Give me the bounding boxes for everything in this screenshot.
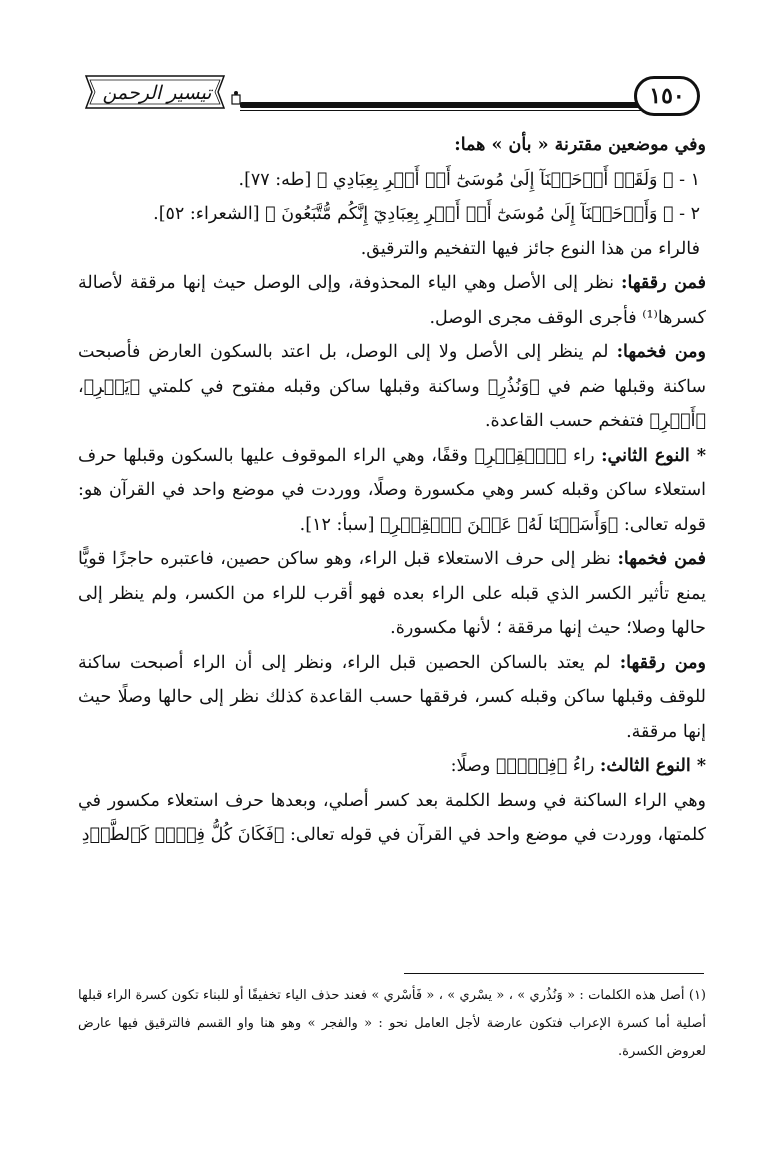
paragraph-2 (78, 335, 706, 439)
paragraph-1-label: فمن رققها: (621, 273, 706, 293)
verse-line-2: ٢ - ﴿ وَأَوۡحَيۡنَآ إِلَىٰ مُوسَىٰٓ أَنۡ أَسۡرِ بِعِبَادِيٓ إِنَّكُم مُّتَّبَعُونَ ﴾ [الشعراء: ٥٢]. (153, 204, 700, 224)
paragraph-6 (78, 749, 706, 784)
paragraph-1-text: نظر إلى الأصل وهي الياء المحذوفة، وإلى الوصل حيث إنها مرققة لأصالة كسرها⁽¹⁾ فأجرى الوقف مجرى الوصل. (78, 273, 706, 328)
footnote-divider (404, 973, 704, 974)
paragraph-4 (78, 542, 706, 646)
book-title: تيسير الرحمن (102, 82, 212, 104)
paragraph-3-label: * النوع الثاني: (601, 445, 706, 466)
body-text (78, 128, 706, 853)
paragraph-3 (78, 439, 706, 543)
paragraph-3-text: راء ﴿ٱلۡقِطۡرِ﴾ وقفًا، وهي الراء الموقوف عليها بالسكون وقبلها حرف استعلاء ساكن وقبله كسر وهي مكسورة وصلًا، ووردت في موضع واحد في القرآن هو: قوله تعالى: ﴿وَأَسَلۡنَا لَهُۥ عَيۡنَ ٱلۡقِطۡرِ﴾ [سبأ: ١٢]. (78, 445, 706, 535)
paragraph-4-label: فمن فخمها: (617, 549, 706, 569)
paragraph-2-label: ومن فخمها: (616, 342, 706, 362)
page-number: ١٥٠ (634, 76, 700, 116)
page-header (70, 62, 720, 122)
book-title-frame (80, 70, 230, 114)
footnote-1: (١) أصل هذه الكلمات : « وَنُذُري » ، « يسْري » ، « فَأسْري » فعند حذف الياء تخفيفًا أو للبناء تكون كسرة الراء قبلها أصلية أما كسرة الإعراب فتكون عارضة لأجل العامل نحو : « والفجر » وهو هنا واو القسم فالترقيق فيها عارض لعروض الكسرة. (78, 988, 706, 1059)
paragraph-5 (78, 646, 706, 750)
paragraph-6-label: * النوع الثالث: (599, 756, 706, 776)
verse-line-1: ١ - ﴿ وَلَقَدۡ أَوۡحَيۡنَآ إِلَىٰ مُوسَىٰٓ أَنۡ أَسۡرِ بِعِبَادِي ﴾ [طه: ٧٧]. (238, 169, 700, 190)
paragraph-2-text: لم ينظر إلى الأصل ولا إلى الوصل، بل اعتد بالسكون العارض فأصبحت ساكنة وقبلها ضم في ﴿وَنُذُرِ﴾ وساكنة وقبلها ساكن وقبله مفتوح في كلمتي ﴿يَسۡرِ﴾، ﴿أَسۡرِ﴾ فتفخم حسب القاعدة. (78, 342, 706, 431)
header-rule-thin (240, 110, 656, 111)
paragraph-1 (78, 266, 706, 335)
paragraph-6-text: راءُ ﴿فِرۡقٖ﴾ وصلًا: (450, 756, 600, 776)
footnotes (78, 982, 706, 1066)
paragraph-5-text: لم يعتد بالساكن الحصين قبل الراء، ونظر إلى أن الراء أصبحت ساكنة للوقف وقبلها ساكن وقبله كسر، فرققها حسب القاعدة كذلك نظر إلى حالها وصلًا حيث إنها مرققة. (78, 652, 706, 742)
paragraph-7: وهي الراء الساكنة في وسط الكلمة بعد كسر أصلي، وبعدها حرف استعلاء مكسور في كلمتها، ووردت في موضع واحد في القرآن في قوله تعالى: ﴿فَكَانَ كُلُّ فِرۡقٖ كَٱلطَّوۡدِ (78, 790, 706, 845)
header-rule (240, 102, 656, 108)
paragraph-4-text: نظر إلى حرف الاستعلاء قبل الراء، وهو ساكن حصين، فاعتبره حاجزًا قويًّا يمنع تأثير الكسر الذي قبله على الراء بعده فهو أقرب للراء من الكسر، ولم ينظر إلى حالها وصلا؛ حيث إنها مرققة ؛ لأنها مكسورة. (78, 549, 706, 638)
line-intro: وفي موضعين مقترنة « بأن » هما: (454, 135, 706, 155)
paragraph-5-label: ومن رققها: (619, 652, 706, 673)
ruling-line: فالراء من هذا النوع جائز فيها التفخيم والترقيق. (360, 238, 700, 259)
